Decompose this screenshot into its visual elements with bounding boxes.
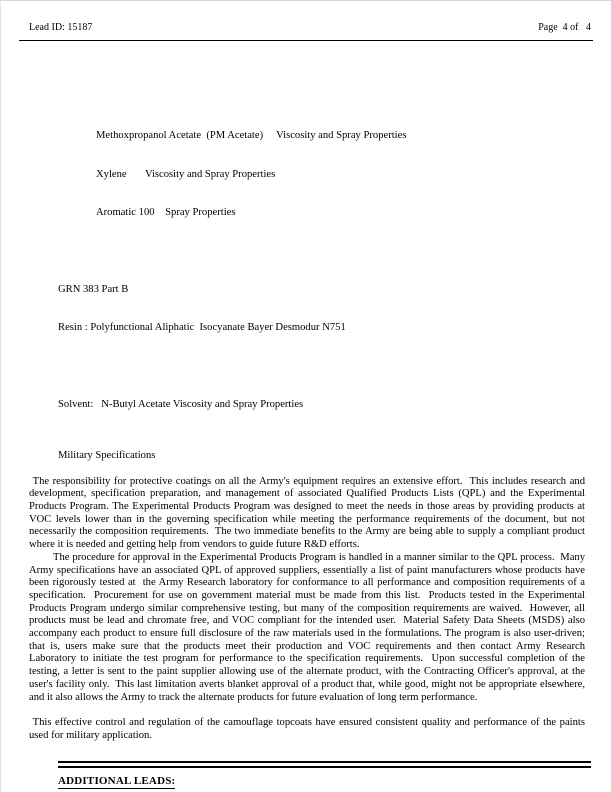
solvent-block xyxy=(58,373,585,437)
section-divider xyxy=(58,761,591,768)
grn-part-b-block xyxy=(58,259,585,361)
materials-list xyxy=(96,105,585,245)
body-paragraph: The procedure for approval in the Experimental Products Program is handled in a manner similar to the QPL process. Many Army specifications have an associated QPL of approved suppliers, essentially a list of paint manufacturers whose products have been rigorously tested at the Army Research laboratory for conformance to all performance and composition requirements of a specification. Procurement for use on government material must be made from this list. Products tested in the Experimental Products Program undergo similar comprehensive testing, but many of the composition requirements are waived. However, all products must be lead and chromate free, and VOC compliant for the intended user. Material Safety Data Sheets (MSDS) also accompany each product to ensure full disclosure of the raw materials used in the formulations. The program is also user-driven; that is, users make sure that the products meet their production and VOC requirements and then contact Army Research Laboratory to initiate the test program for performance to the specification requirements. Upon successful completion of the testing, a letter is sent to the paint supplier allowing use of the alternate product, with the Contracting Officer's approval, at the user's facility only. This last limitation averts blanket approval of a product that, while good, might not be appropriate elsewhere, and it also allows the Army to track the alternate products for future evaluation of long term performance. xyxy=(29,551,588,703)
page-header xyxy=(29,22,591,33)
solvent-line: Solvent: N-Butyl Acetate Viscosity and Spray Properties xyxy=(58,398,304,410)
additional-leads-section xyxy=(58,775,585,790)
body-paragraph: The responsibility for protective coatings on all the Army's equipment requires an extensive effort. This includes research and development, specification preparation, and management of associated Qualified Products Lists (QPL) and the Experimental Products Program. The Experimental Products Program was designed to meet the needs in those areas by providing products at VOC levels lower than in the governing specification while meeting the performance requirements of the document, but not necessarily the composition requirements. The two immediate benefits to the Army are being able to supply a compliant product where it is needed and getting help from vendors to guide future R&D efforts. xyxy=(29,475,588,551)
material-line: Xylene Viscosity and Spray Properties xyxy=(96,168,276,180)
lead-id-label: Lead ID: 15187 xyxy=(29,22,93,33)
document-body xyxy=(29,41,588,789)
section-title-military-specifications: Military Specifications xyxy=(58,449,156,461)
body-paragraph: This effective control and regulation of the camouflage topcoats have ensured consistent quality and performance of the paints used for military application. xyxy=(29,717,588,741)
page-number-label: Page 4 of 4 xyxy=(538,22,591,33)
material-line: Methoxpropanol Acetate (PM Acetate) Viscosity and Spray Properties xyxy=(96,130,407,142)
grn-part-b-heading: GRN 383 Part B xyxy=(58,284,129,296)
resin-line: Resin : Polyfunctional Aliphatic Isocyanate Bayer Desmodur N751 xyxy=(58,322,346,334)
additional-leads-heading: ADDITIONAL LEADS: xyxy=(58,775,175,790)
material-line: Aromatic 100 Spray Properties xyxy=(96,206,236,218)
